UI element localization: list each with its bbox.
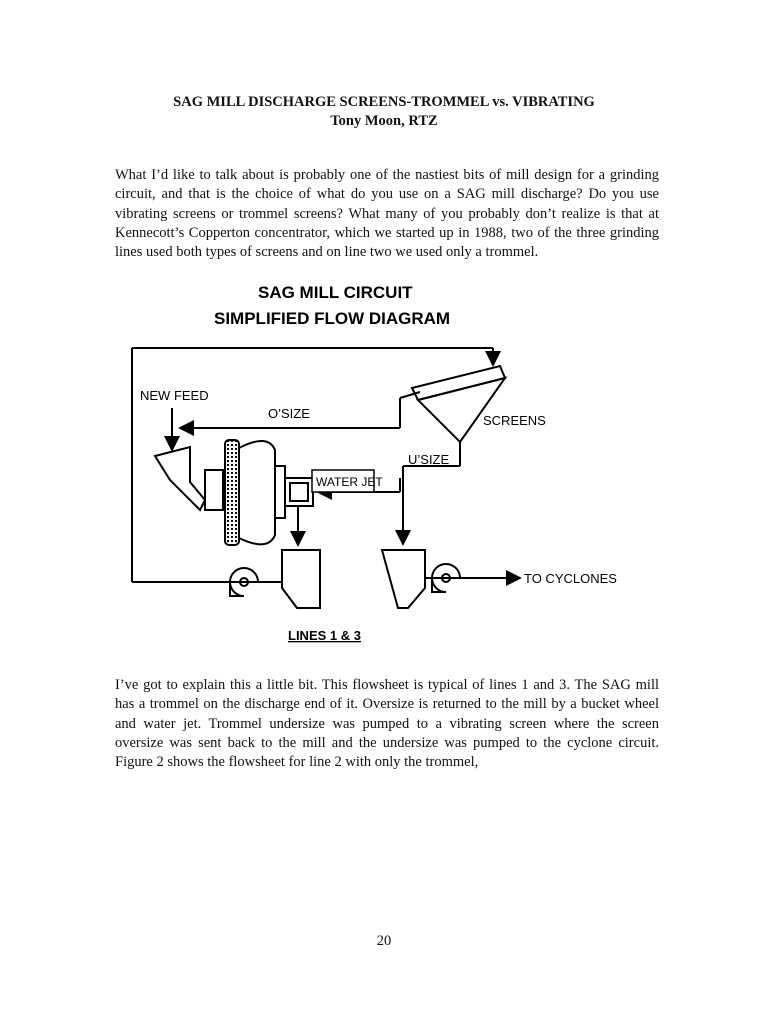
sump-1 [282, 550, 320, 608]
mill-shell [239, 441, 275, 544]
paper-title: SAG MILL DISCHARGE SCREENS-TROMMEL vs. VIBRATING [173, 94, 595, 110]
sump-2 [382, 550, 425, 608]
sag-mill-flow-diagram [0, 270, 768, 660]
pump-2 [432, 564, 460, 592]
screen-deck [412, 366, 505, 400]
diagram-title: SAG MILL CIRCUIT [258, 283, 413, 302]
label-undersize: U’SIZE [408, 452, 450, 467]
intro-paragraph: What I’d like to talk about is probably one of the nastiest bits of mill design for a grinding circuit, and that is the choice of what do you use on a SAG mill discharge? Do you use vibrating screens or trommel screens? What many of you probably don’t realize is that at Kennecott’s Copperton concentrator, which we started up in 1988, two of the three grinding lines used both types of screens and on line two we used only a trommel. [115, 167, 659, 261]
mill-discharge-head [275, 466, 285, 518]
feed-chute [155, 447, 205, 510]
label-oversize: O’SIZE [268, 406, 310, 421]
screen-hopper [418, 378, 505, 442]
label-to-cyclones: TO CYCLONES [524, 571, 617, 586]
label-water-jet: WATER JET [316, 475, 383, 489]
label-new-feed: NEW FEED [140, 388, 209, 403]
pump-1 [230, 568, 258, 596]
trommel-inner [290, 483, 308, 501]
label-screens: SCREENS [483, 413, 546, 428]
diagram-subtitle: SIMPLIFIED FLOW DIAGRAM [214, 309, 451, 328]
mill-feed-trunnion [205, 470, 223, 510]
body-paragraph: I’ve got to explain this a little bit. This flowsheet is typical of lines 1 and 3. The SAG mill has a trommel on the discharge end of it. Oversize is returned to the mill by a bucket wheel and water jet. Trommel undersize was pumped to a vibrating screen where the screen oversize was sent back to the mill and the undersize was pumped to the cyclone circuit. Figure 2 shows the flowsheet for line 2 with only the trommel, [115, 677, 659, 771]
paper-author: Tony Moon, RTZ [330, 113, 438, 129]
label-lines: LINES 1 & 3 [288, 628, 361, 643]
page-number: 20 [376, 933, 392, 949]
